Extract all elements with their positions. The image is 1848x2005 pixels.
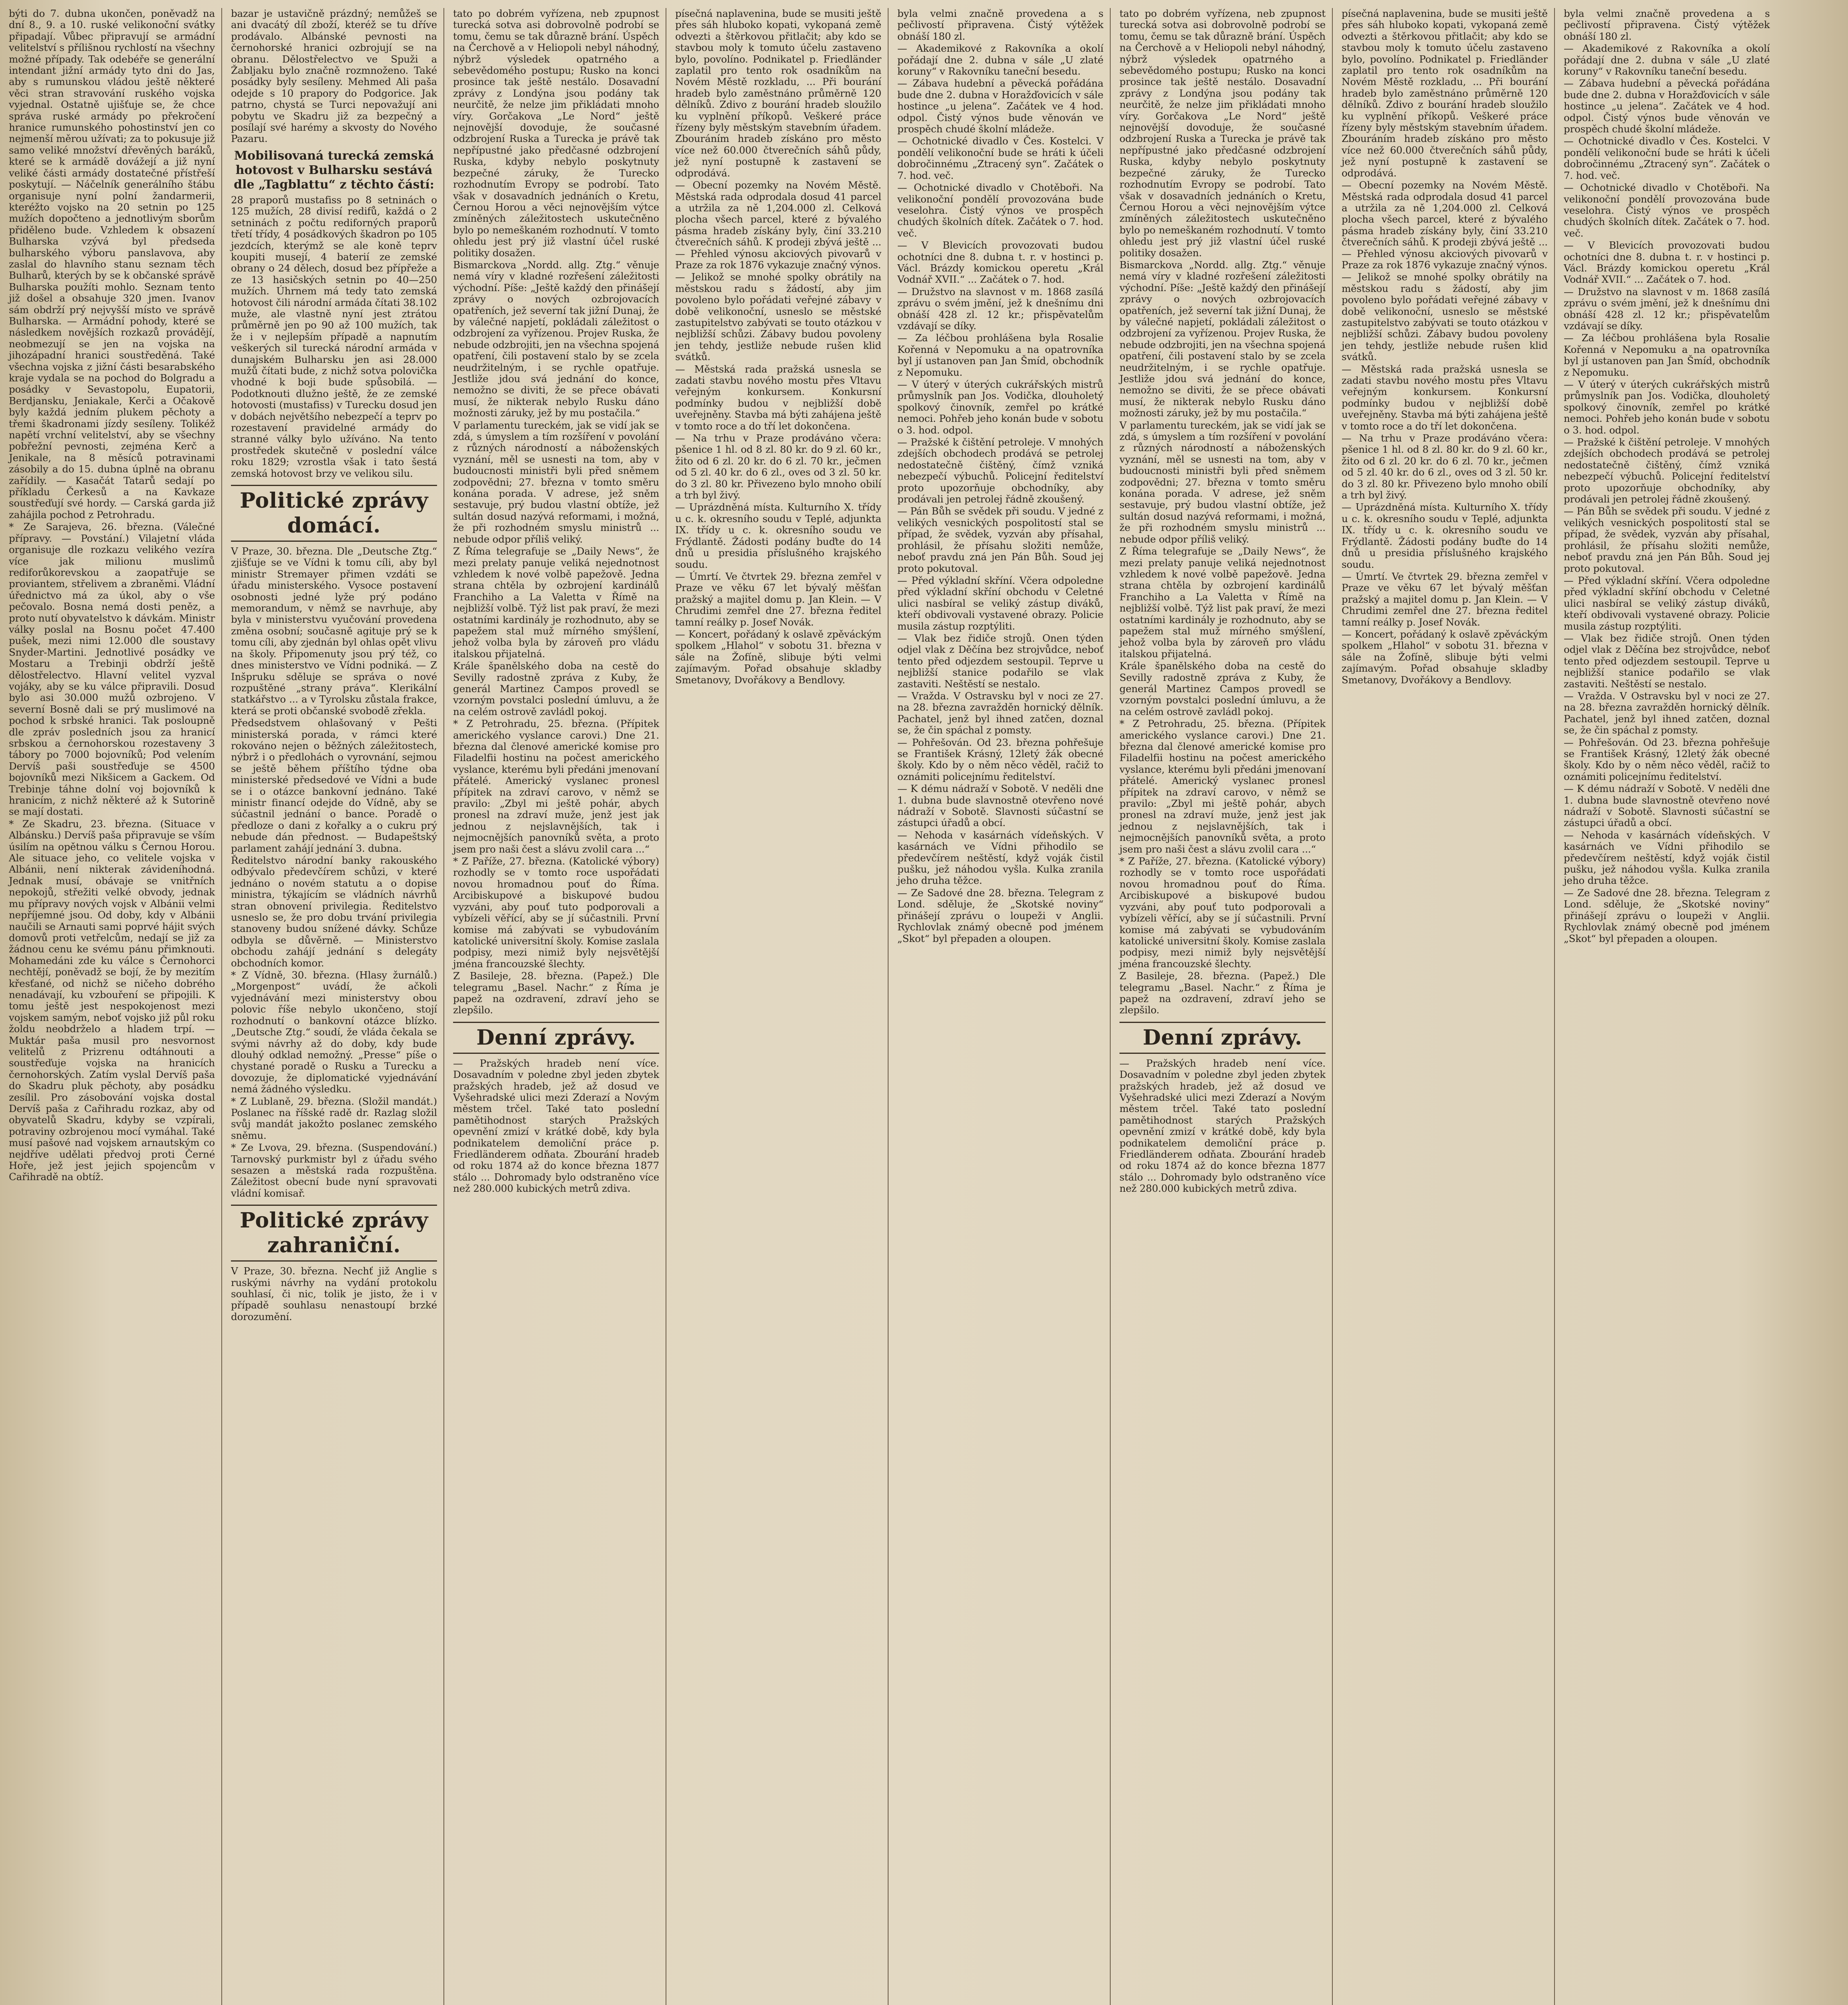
section-heading: Politické zprávy zahraniční.: [231, 1205, 437, 1262]
article-paragraph: Předsedstvem ohlašovaný v Pešti ministerská porada, v rámci které rokováno nejen o běžných záležitostech, nýbrž i o předlohách o vyrovnání, sejmou se ještě během příštího týdne oba ministerské předsedové ve Vídni a bude se i o otázce bankovní jednáno. Také ministr financí odejde do Vídně, aby se súčastnil jednání o bance. Poradě o předloze o dani z kořalky a o cukru prý nebude dán přednost. — Budapeštský parlament zahájí jednání 3. dubna.: [231, 717, 437, 854]
article-paragraph: — Koncert, pořádaný k oslavě zpěváckým spolkem „Hlahol“ v sobotu 31. března v sále na Žofíně, slibuje býti velmi zajímavým. Pořad obsahuje skladby Smetanovy, Dvořákovy a Bendlovy.: [1342, 628, 1548, 686]
article-paragraph: — Ochotnické divadlo v Chotěboři. Na velikonoční pondělí provozována bude veselohra. Čistý výnos ve prospěch chudých školních dítek. Začátek o 7. hod. več.: [1564, 182, 1770, 239]
article-paragraph: Z Basileje, 28. března. (Papež.) Dle telegramu „Basel. Nachr.“ z Říma je papež na ozdravení, zdraví jeho se zlepšilo.: [453, 970, 659, 1016]
article-paragraph: — Pražské k čištění petroleje. V mnohých zdejších obchodech prodává se petrolej nedostatečně čištěný, čímž vzniká nebezpečí výbuchů. Policejní ředitelství proto upozorňuje obchodníky, aby prodávali jen petrolej řádně zkoušený.: [897, 436, 1103, 505]
article-paragraph: * Z Paříže, 27. března. (Katolické výbory) rozhodly se v tomto roce uspořádati novou hromadnou pouť do Říma. Arcibiskupové a biskupové budou vyzváni, aby pouť tuto podporovali a vybízeli věřící, aby se jí súčastnili. První komise má zabývati se vybudováním katolické universitní školy. Komise zaslala podpisy, mezi nimiž byly nejsvětější jména francouzské šlechty.: [1119, 855, 1326, 970]
article-paragraph: — Pán Bůh se svědek při soudu. V jedné z velikých vesnických pospolitostí stal se případ, že svědek, vyzván aby přísahal, prohlásil, že přísahu složiti nemůže, neboť pravdu zná jen Pán Bůh. Soud jej proto pokutoval.: [897, 505, 1103, 574]
article-paragraph: — Vlak bez řidiče strojů. Onen týden odjel vlak z Děčína bez strojvůdce, neboť tento před odjezdem sestoupil. Teprve u nejbližší stanice podařilo se vlak zastaviti. Neštěstí se nestalo.: [897, 632, 1103, 690]
article-paragraph: byla velmi značně provedena a s pečlivostí připravena. Čistý výtěžek obnáší 180 zl.: [1564, 8, 1770, 42]
article-paragraph: tato po dobrém vyřízena, neb zpupnost turecká sotva asi dobrovolně podrobí se tomu, čemu se tak důrazně brání. Úspěch na Čerchově a v Heliopoli nebyl náhodný, nýbrž výsledek opatrného a sebevědomého postupu; Rusko na konci prosince tak ještě nestálo. Dosavadní zprávy z Londýna jsou podány tak neurčitě, že nelze jim přikládati mnoho víry. Gorčakova „Le Nord“ ještě nejnovější dovoduje, že současné odzbrojení Ruska a Turecka je právě tak nepřípustné jako předčasné odzbrojení Ruska, kdyby nebylo poskytnuty bezpečné záruky, že Turecko rozhodnutím Evropy se podrobí. Tato však v dosavadních jednáních o Kretu, Černou Horou a věci nejnovějším výtce zmíněných záležitostech uskutečněno bylo po nemeškaném rozhodnutí. V tomto ohledu jest prý již vlastní účel ruské politiky dosažen.: [1119, 8, 1326, 259]
column-rule: [443, 8, 444, 2005]
article-paragraph: — Na trhu v Praze prodáváno včera: pšenice 1 hl. od 8 zl. 80 kr. do 9 zl. 60 kr., žito od 6 zl. 20 kr. do 6 zl. 70 kr., ječmen od 5 zl. 40 kr. do 6 zl., oves od 3 zl. 50 kr. do 3 zl. 80 kr. Přivezeno bylo mnoho obilí a trh byl živý.: [675, 432, 881, 501]
article-paragraph: — Uprázdněná místa. Kulturního X. třídy u c. k. okresního soudu v Teplé, adjunkta IX. třídy u c. k. okresního soudu ve Frýdlantě. Žádosti podány buďte do 14 dnů u presidia příslušného krajského soudu.: [675, 501, 881, 570]
article-paragraph: písečná naplavenina, bude se musiti ještě přes sáh hluboko kopati, vykopaná země odvezti a štěrkovou přitlačit; aby kdo se stavbou moly k tomuto účelu zastaveno bylo, povolíno. Podnikatel p. Friedländer zaplatil pro tento rok osadníkům na Novém Městě rozkladu, ... Při bourání hradeb bylo zaměstnáno průměrně 120 dělníků. Zdivo z bourání hradeb sloužilo ku vyplnění příkopů. Veškeré práce řízeny byly městským stavebním úřadem. Zbouráním hradeb získáno pro město více než 60.000 čtverečních sáhů půdy, jež nyní postupně k zastavení se odprodává.: [1342, 8, 1548, 179]
column-1: [6, 8, 218, 2005]
article-paragraph: * Ze Lvova, 29. března. (Suspendování.) Tarnovský purkmistr byl z úřadu svého sesazen a městská rada rozpuštěna. Záležitost obecní bude nyní spravovati vládní komisař.: [231, 1142, 437, 1199]
article-paragraph: — Pohřešován. Od 23. března pohřešuje se František Krásný, 12letý žák obecné školy. Kdo by o něm něco věděl, račiž to oznámiti policejnímu ředitelství.: [1564, 736, 1770, 782]
article-paragraph: — Ochotnické divadlo v Chotěboři. Na velikonoční pondělí provozována bude veselohra. Čistý výnos ve prospěch chudých školních dítek. Začátek o 7. hod. več.: [897, 182, 1103, 239]
section-heading: Politické zprávy domácí.: [231, 485, 437, 542]
article-paragraph: písečná naplavenina, bude se musiti ještě přes sáh hluboko kopati, vykopaná země odvezti a štěrkovou přitlačit; aby kdo se stavbou moly k tomuto účelu zastaveno bylo, povolíno. Podnikatel p. Friedländer zaplatil pro tento rok osadníkům na Novém Městě rozkladu, ... Při bourání hradeb bylo zaměstnáno průměrně 120 dělníků. Zdivo z bourání hradeb sloužilo ku vyplnění příkopů. Veškeré práce řízeny byly městským stavebním úřadem. Zbouráním hradeb získáno pro město více než 60.000 čtverečních sáhů půdy, jež nyní postupně k zastavení se odprodává.: [675, 8, 881, 179]
article-paragraph: Z Říma telegrafuje se „Daily News“, že mezi prelaty panuje veliká nejednotnost vzhledem k nové volbě papežově. Jedna strana chtěla by ozbrojení kardinálů Franchiho a La Valetta v Římě na nejbližší volbě. Týž list pak praví, že mezi ostatními kardinály je rozhodnuto, aby se papežem stal muž mírného smýšlení, jehož volba byla by zároveň pro vládu italskou přijatelná.: [453, 545, 659, 660]
section-heading: Denní zprávy.: [1119, 1022, 1326, 1054]
article-paragraph: Krále španělského doba na cestě do Sevilly radostně zpráva z Kuby, že generál Martinez Campos provedl se vzorným povstalci poslední úmluvu, a že na celém ostrově zavládl pokoj.: [1119, 660, 1326, 717]
article-paragraph: — Obecní pozemky na Novém Městě. Městská rada odprodala dosud 41 parcel a utržila za ně 1,204.000 zl. Celková plocha všech parcel, které z bývalého pásma hradeb získány byly, činí 33.210 čtverečních sáhů. K prodeji zbývá ještě ... — Přehled výnosu akciových pivovarů v Praze za rok 1876 vykazuje značný výnos.: [675, 179, 881, 271]
article-paragraph: — Městská rada pražská usnesla se zadati stavbu nového mostu přes Vltavu veřejným konkursem. Konkursní podmínky budou v nejbližší době uveřejněny. Stavba má býti zahájena ještě v tomto roce a do tří let dokončena.: [1342, 363, 1548, 432]
article-paragraph: Bismarckova „Nordd. allg. Ztg.“ věnuje nemá víry v kladné rozřešení záležitosti východní. Píše: „Ještě každý den přinášejí zprávy o nových ozbrojovacích opatřeních, jež severní tak jižní Dunaj, že by válečné napjetí, pokládali záležitost o odzbrojení za vyřízenou. Projev Ruska, že nebude odzbrojiti, jen na všechna spojená opatření, čili postavení stalo by se zcela neudržitelným, i se rychle opatřuje. Jestliže jdou svá jednání do konce, nemožno se diviti, že se přece obávati musí, že nikterak nebylo Rusku dáno možnosti záruky, jež by mu postačila.“: [1119, 259, 1326, 419]
article-paragraph: — Vlak bez řidiče strojů. Onen týden odjel vlak z Děčína bez strojvůdce, neboť tento před odjezdem sestoupil. Teprve u nejbližší stanice podařilo se vlak zastaviti. Neštěstí se nestalo.: [1564, 632, 1770, 690]
article-paragraph: — Za léčbou prohlášena byla Rosalie Kořenná v Nepomuku a na opatrovníka byl jí ustanoven pan Jan Šmíd, obchodník z Nepomuku.: [897, 332, 1103, 378]
article-paragraph: — Před výkladní skříní. Včera odpoledne před výkladní skříní obchodu v Celetné ulici nasbíral se veliký zástup diváků, kteří obdivovali vystavené obrazy. Policie musila zástup rozptýliti.: [1564, 574, 1770, 632]
article-paragraph: * Z Petrohradu, 25. března. (Přípitek amerického vyslance carovi.) Dne 21. března dal členové americké komise pro Filadelfii hostinu na počest amerického vyslance, kterému byli předáni jmenovaní přátelé. Americký vyslanec pronesl přípitek na zdraví carovo, v němž se pravilo: „Zbyl mi ještě pohár, abych pronesl na zdraví muže, jenž jest jak jednou z nejslavnějších, tak i nejmocnějších panovníků světa, a proto jsem pro naši čest a slávu zvolil cara ...“: [453, 718, 659, 855]
article-paragraph: — Vražda. V Ostravsku byl v noci ze 27. na 28. března zavražděn hornický dělník. Pachatel, jenž byl ihned zatčen, doznal se, že čin spáchal z pomsty.: [1564, 690, 1770, 736]
article-paragraph: — Pražské k čištění petroleje. V mnohých zdejších obchodech prodává se petrolej nedostatečně čištěný, čímž vzniká nebezpečí výbuchů. Policejní ředitelství proto upozorňuje obchodníky, aby prodávali jen petrolej řádně zkoušený.: [1564, 436, 1770, 505]
article-paragraph: 28 praporů mustafiss po 8 setninách o 125 mužích, 28 divisí redifů, každá o 2 setninách z počtu rediforných praporů třetí třídy, 4 posádkových škadron po 105 jezdcích, kterýmž se ale koně teprv koupiti musejí, 4 baterií ze zemské obrany o 24 dělech, dosud bez přípřeže a ze 13 hasičských setnin po 40—250 mužích. Úhrnem má tedy tato zemská hotovost čili národní armáda čítati 38.102 muže, ale vlastně nyní jest ztrátou průměrně jen po 90 až 100 mužích, tak že i v nejlepším případě a napnutím veškerých sil turecká národní armáda v dunajském Bulharsku jen asi 28.000 mužů čítati bude, z nichž sotva polovička vhodné k boji bude spůsobilá. — Podotknouti dlužno ještě, že ze zemské hotovosti (mustafiss) v Turecku dosud jen v dobách největšího nebezpečí a teprv po rozestavení pravidelné armády do stranné války bylo užíváno. Na tento prostředek skutečně v poslední válce roku 1829; vzrostla však i tato šestá zemská hotovost brzy ve velikou silu.: [231, 194, 437, 479]
article-paragraph: — Zábava hudební a pěvecká pořádána bude dne 2. dubna v Horažďovicích v sále hostince „u jelena“. Začátek ve 4 hod. odpol. Čistý výnos bude věnován ve prospěch chudé školní mládeže.: [897, 77, 1103, 135]
article-paragraph: — Nehoda v kasárnách vídeňských. V kasárnách ve Vídni přihodilo se předevčírem neštěstí, když voják čistil pušku, jež náhodou vyšla. Kulka zranila jeho druha těžce.: [1564, 829, 1770, 887]
article-paragraph: — Nehoda v kasárnách vídeňských. V kasárnách ve Vídni přihodilo se předevčírem neštěstí, když voják čistil pušku, jež náhodou vyšla. Kulka zranila jeho druha těžce.: [897, 829, 1103, 887]
article-paragraph: — Koncert, pořádaný k oslavě zpěváckým spolkem „Hlahol“ v sobotu 31. března v sále na Žofíně, slibuje býti velmi zajímavým. Pořad obsahuje skladby Smetanovy, Dvořákovy a Bendlovy.: [675, 628, 881, 686]
column-6: [1116, 8, 1329, 2005]
article-paragraph: — V úterý v úterých cukrářských mistrů průmyslník pan Jos. Vodička, dlouholetý spolkový činovník, zemřel po krátké nemoci. Pohřeb jeho konán bude v sobotu o 3. hod. odpol.: [897, 379, 1103, 436]
article-paragraph: byla velmi značně provedena a s pečlivostí připravena. Čistý výtěžek obnáší 180 zl.: [897, 8, 1103, 42]
article-paragraph: — Obecní pozemky na Novém Městě. Městská rada odprodala dosud 41 parcel a utržila za ně 1,204.000 zl. Celková plocha všech parcel, které z bývalého pásma hradeb získány byly, činí 33.210 čtverečních sáhů. K prodeji zbývá ještě ... — Přehled výnosu akciových pivovarů v Praze za rok 1876 vykazuje značný výnos.: [1342, 179, 1548, 271]
article-paragraph: — Pán Bůh se svědek při soudu. V jedné z velikých vesnických pospolitostí stal se případ, že svědek, vyzván aby přísahal, prohlásil, že přísahu složiti nemůže, neboť pravdu zná jen Pán Bůh. Soud jej proto pokutoval.: [1564, 505, 1770, 574]
article-paragraph: — Úmrtí. Ve čtvrtek 29. března zemřel v Praze ve věku 67 let bývalý měšťan pražský a majitel domu p. Jan Klein. — V Chrudimi zemřel dne 27. března ředitel tamní reálky p. Josef Novák.: [1342, 570, 1548, 628]
column-rule: [888, 8, 889, 2005]
article-paragraph: Ředitelstvo národní banky rakouského odbývalo předevčírem schůzi, v které jednáno o novém statutu a o dopise ministra, týkajícím se vládních návrhů stran obnovení privilegia. Ředitelstvo usneslo se, že pro dobu trvání privilegia stanoveny budou snížené dávky. Schůze odbyla se důvěrně. — Ministerstvo obchodu zahájí jednání s delegáty obchodních komor.: [231, 855, 437, 969]
article-paragraph: * Z Paříže, 27. března. (Katolické výbory) rozhodly se v tomto roce uspořádati novou hromadnou pouť do Říma. Arcibiskupové a biskupové budou vyzváni, aby pouť tuto podporovali a vybízeli věřící, aby se jí súčastnili. První komise má zabývati se vybudováním katolické universitní školy. Komise zaslala podpisy, mezi nimiž byly nejsvětější jména francouzské šlechty.: [453, 855, 659, 970]
article-paragraph: — K dému nádraží v Sobotě. V neděli dne 1. dubna bude slavnostně otevřeno nové nádraží v Sobotě. Slavnosti súčastní se zástupci úřadů a obcí.: [897, 783, 1103, 829]
column-rule: [1554, 8, 1555, 2005]
article-paragraph: — V Blevicích provozovati budou ochotníci dne 8. dubna t. r. v hostinci p. Václ. Brázdy komickou operetu „Král Vodnář XVII.“ ... Začátek o 7. hod.: [1564, 239, 1770, 286]
article-paragraph: — V Blevicích provozovati budou ochotníci dne 8. dubna t. r. v hostinci p. Václ. Brázdy komickou operetu „Král Vodnář XVII.“ ... Začátek o 7. hod.: [897, 239, 1103, 286]
article-paragraph: bazar je ustavičně prázdný; nemůžeš se ani dvacátý díl zboží, kteréž se tu dříve prodávalo. Albánské pevnosti na černohorské hranici ozbrojují se na obranu. Dělostřelectvo ve Spuži a Žabljaku bylo značně rozmnoženo. Také posádky byly sesíleny. Mehmed Ali paša odejde s 10 prapory do Podgorice. Jak patrno, chystá se Turci nepovažují ani pobytu ve Skadru již za bezpečný a posílají své harémy a skvosty do Nového Pazaru.: [231, 8, 437, 145]
article-paragraph: — Družstvo na slavnost v m. 1868 zasílá zprávu o svém jmění, jež k dnešnímu dni obnáší 428 zl. 12 kr.; přispěvatelům vzdávají se díky.: [1564, 286, 1770, 332]
column-8: [1561, 8, 1773, 2005]
column-rule: [221, 8, 222, 2005]
article-paragraph: * Z Petrohradu, 25. března. (Přípitek amerického vyslance carovi.) Dne 21. března dal členové americké komise pro Filadelfii hostinu na počest amerického vyslance, kterému byli předáni jmenovaní přátelé. Americký vyslanec pronesl přípitek na zdraví carovo, v němž se pravilo: „Zbyl mi ještě pohár, abych pronesl na zdraví muže, jenž jest jak jednou z nejslavnějších, tak i nejmocnějších panovníků světa, a proto jsem pro naši čest a slávu zvolil cara ...“: [1119, 718, 1326, 855]
column-3: [450, 8, 662, 2005]
article-paragraph: V parlamentu tureckém, jak se vidí jak se zdá, s úmyslem a tím rozšíření v povolání z různých národností a náboženských vyznání, měl se usnesti na tom, aby v budoucnosti ministři byli před sněmem zodpovědni; 27. března v tomto směru konána porada. V adrese, jež sněm sestavuje, prý budou vlastní obtíže, jež sultán dosud nazývá reformami, i možná, že při rozhodném smyslu ministrů ... nebude odpor příliš veliký.: [453, 419, 659, 545]
article-paragraph: * Ze Skadru, 23. března. (Situace v Albánsku.) Dervíš paša připravuje se vším úsilím na opětnou válku s Černou Horou. Ale situace jeho, co velitele vojska v Albánii, není nikterak závideníhodná. Jednak musí, obávaje se vnitřních nepokojů, střežiti velké obvody, jednak mu přípravy nových vojsk v Albánii velmi nepříjemné jsou. Od doby, kdy v Albánii naučili se Arnauti sami poprvé hájit svých domovů proti vetřelcům, nedají se již za žádnou cenu ke svému pánu přimknouti. Mohamedáni zde ku válce s Černohorci nechtějí, poněvadž se bojí, že by mezitím křesťané, od nichž se ničeho dobrého nenadávají, ku vzbouření se připojili. K tomu ještě jest nespokojenost mezi vojskem samým, neboť vojsko již půl roku žoldu neobdrželo a hladem trpí. — Muktár paša musil pro nesvornost velitelů z Prizrenu odtáhnouti a soustřeďuje vojska na hranicích černohorských. Zatím vyslal Dervíš paša do Skadru pluk pěchoty, aby posádku zesílil. Pro zásobování vojska dostal Dervíš paša z Cařihradu rozkaz, aby od obyvatelů Skadru, kdyby se vzpírali, potraviny ozbrojenou mocí vymáhal. Také musí pašové nad vojskem arnautským co nejdříve udělati předvoj proti Černé Hoře, jež jest jejich spojencům v Cařihradě na obtíž.: [9, 818, 215, 1183]
article-paragraph: * Z Vídně, 30. března. (Hlasy žurnálů.) „Morgenpost“ uvádí, že ačkoli vyjednávání mezi ministerstvy obou polovic říše nebylo ukončeno, stojí rozhodnutí o bankovní otázce blízko. „Deutsche Ztg.“ soudí, že vláda čekala se svými návrhy až do doby, kdy bude dlouhý odklad nemožný. „Presse“ píše o chystané poradě o Rusku a Turecku a dovozuje, že diplomatické vyjednávání nemá žádného výsledku.: [231, 969, 437, 1095]
article-paragraph: býti do 7. dubna ukončen, poněvadž na dní 8., 9. a 10. ruské velikonoční svátky připadají. Vůbec připravují se armádní velitelství s přílišnou rychlostí na všechny možné případy. Tak odebéře se generální intendant jižní armády tyto dni do Jas, aby s rumunskou vládou ještě některé věci stran stravování ruského vojska vyjednal. Ostatně ujišťuje se, že chce správa ruské armády po překročení hranice rumunského pohostinství jen co nejmenší měrou užívati; za to pokusuje již samo veliké množství dřevěných baráků, které se k armádě dovážejí a již nyní veliké části armády dostatečné přístřeší poskytují. — Náčelník generálního štábu organisuje nyní polní žandarmerii, kteréžto vojsko na 20 setnin po 125 mužích dopočteno a jednotlivým sborům přiděleno bude. Vzhledem k obsazení Bulharska vzývá byl předseda bulharského výboru panslavova, aby zaslal do hlavního stanu seznam těch Bulharů, kterých by se k občanské správě Bulharska použíti mohlo. Seznam tento již došel a obsahuje 320 jmen. Ivanov sám obdrží prý nejvyšší místo ve správě Bulharska. — Armádní pohody, které se následkem novějších rozkazů provádějí, neobmezují se jen na vojska na jihozápadní hranici soustředěná. Také všechna vojska z jižní části besarabského kraje vydala se na pochod do Bolgradu a posádky v Sevastopolu, Eupatorii, Berdjansku, Jeniakale, Kerči a Očakově byly každá jedním plukem pěchoty a třemi škadronami jízdy sesíleny. Tolikéž napětí vrchní velitelství, aby se všechny pobřežní pevnosti, zejména Kerč a Jenikale, na 8 měsíců potravinami zásobily a do 15. dubna úplně na obranu zařídily. — Kasačát Tatarů sedají po příkladu Čerkesů a na Kavkaze soustřeďují své hordy. — Carská garda již zahájila pochod z Petrohradu.: [9, 8, 215, 520]
article-paragraph: V parlamentu tureckém, jak se vidí jak se zdá, s úmyslem a tím rozšíření v povolání z různých národností a náboženských vyznání, měl se usnesti na tom, aby v budoucnosti ministři byli před sněmem zodpovědni; 27. března v tomto směru konána porada. V adrese, jež sněm sestavuje, prý budou vlastní obtíže, jež sultán dosud nazývá reformami, i možná, že při rozhodném smyslu ministrů ... nebude odpor příliš veliký.: [1119, 419, 1326, 545]
article-paragraph: — Pražských hradeb není více. Dosavadním v poledne zbyl jeden zbytek pražských hradeb, jež až dosud ve Vyšehradské ulici mezi Zderazí a Novým městem trčel. Také tato poslední pamětihodnost starých Pražských opevnění zmizí v krátké době, kdy byla podnikatelem demoliční práce p. Friedländerem odňata. Zbourání hradeb od roku 1874 až do konce března 1877 stálo ... Dohromady bylo odstraněno více než 280.000 kubických metrů zdiva.: [1119, 1057, 1326, 1195]
article-paragraph: Bismarckova „Nordd. allg. Ztg.“ věnuje nemá víry v kladné rozřešení záležitosti východní. Píše: „Ještě každý den přinášejí zprávy o nových ozbrojovacích opatřeních, jež severní tak jižní Dunaj, že by válečné napjetí, pokládali záležitost o odzbrojení za vyřízenou. Projev Ruska, že nebude odzbrojiti, jen na všechna spojená opatření, čili postavení stalo by se zcela neudržitelným, i se rychle opatřuje. Jestliže jdou svá jednání do konce, nemožno se diviti, že se přece obávati musí, že nikterak nebylo Rusku dáno možnosti záruky, jež by mu postačila.“: [453, 259, 659, 419]
column-rule: [1332, 8, 1333, 2005]
article-paragraph: Krále španělského doba na cestě do Sevilly radostně zpráva z Kuby, že generál Martinez Campos provedl se vzorným povstalci poslední úmluvu, a že na celém ostrově zavládl pokoj.: [453, 660, 659, 717]
article-paragraph: tato po dobrém vyřízena, neb zpupnost turecká sotva asi dobrovolně podrobí se tomu, čemu se tak důrazně brání. Úspěch na Čerchově a v Heliopoli nebyl náhodný, nýbrž výsledek opatrného a sebevědomého postupu; Rusko na konci prosince tak ještě nestálo. Dosavadní zprávy z Londýna jsou podány tak neurčitě, že nelze jim přikládati mnoho víry. Gorčakova „Le Nord“ ještě nejnovější dovoduje, že současné odzbrojení Ruska a Turecka je právě tak nepřípustné jako předčasné odzbrojení Ruska, kdyby nebylo poskytnuty bezpečné záruky, že Turecko rozhodnutím Evropy se podrobí. Tato však v dosavadních jednáních o Kretu, Černou Horou a věci nejnovějším výtce zmíněných záležitostech uskutečněno bylo po nemeškaném rozhodnutí. V tomto ohledu jest prý již vlastní účel ruské politiky dosažen.: [453, 8, 659, 259]
column-5: [894, 8, 1107, 2005]
article-paragraph: — Pohřešován. Od 23. března pohřešuje se František Krásný, 12letý žák obecné školy. Kdo by o něm něco věděl, račiž to oznámiti policejnímu ředitelství.: [897, 736, 1103, 782]
article-paragraph: — Ze Sadové dne 28. března. Telegram z Lond. sděluje, že „Skotské noviny“ přinášejí zprávu o loupeži v Anglii. Rychlovlak známý obecně pod jménem „Skot“ byl přepaden a oloupen.: [897, 887, 1103, 944]
article-paragraph: Z Říma telegrafuje se „Daily News“, že mezi prelaty panuje veliká nejednotnost vzhledem k nové volbě papežově. Jedna strana chtěla by ozbrojení kardinálů Franchiho a La Valetta v Římě na nejbližší volbě. Týž list pak praví, že mezi ostatními kardinály je rozhodnuto, aby se papežem stal muž mírného smýšlení, jehož volba byla by zároveň pro vládu italskou přijatelná.: [1119, 545, 1326, 660]
article-paragraph: — V úterý v úterých cukrářských mistrů průmyslník pan Jos. Vodička, dlouholetý spolkový činovník, zemřel po krátké nemoci. Pohřeb jeho konán bude v sobotu o 3. hod. odpol.: [1564, 379, 1770, 436]
article-paragraph: — Uprázdněná místa. Kulturního X. třídy u c. k. okresního soudu v Teplé, adjunkta IX. třídy u c. k. okresního soudu ve Frýdlantě. Žádosti podány buďte do 14 dnů u presidia příslušného krajského soudu.: [1342, 501, 1548, 570]
article-subheading: Mobilisovaná turecká zemská hotovost v Bulharsku sestává dle „Tagblattu“ z těchto částí:: [234, 148, 434, 192]
article-paragraph: V Praze, 30. března. Nechť již Anglie s ruskými návrhy na vydání protokolu souhlasí, či nic, tolik je jisto, že i v případě souhlasu nenastoupí brzké dorozumění.: [231, 1265, 437, 1322]
article-paragraph: — Před výkladní skříní. Včera odpoledne před výkladní skříní obchodu v Celetné ulici nasbíral se veliký zástup diváků, kteří obdivovali vystavené obrazy. Policie musila zástup rozptýliti.: [897, 574, 1103, 632]
article-paragraph: — Pražských hradeb není více. Dosavadním v poledne zbyl jeden zbytek pražských hradeb, jež až dosud ve Vyšehradské ulici mezi Zderazí a Novým městem trčel. Také tato poslední pamětihodnost starých Pražských opevnění zmizí v krátké době, kdy byla podnikatelem demoliční práce p. Friedländerem odňata. Zbourání hradeb od roku 1874 až do konce března 1877 stálo ... Dohromady bylo odstraněno více než 280.000 kubických metrů zdiva.: [453, 1057, 659, 1195]
article-paragraph: — Zábava hudební a pěvecká pořádána bude dne 2. dubna v Horažďovicích v sále hostince „u jelena“. Začátek ve 4 hod. odpol. Čistý výnos bude věnován ve prospěch chudé školní mládeže.: [1564, 77, 1770, 135]
article-paragraph: — Ochotnické divadlo v Čes. Kostelci. V pondělí velikonoční bude se hráti k účeli dobročinnému „Ztracený syn“. Začátek o 7. hod. več.: [897, 135, 1103, 181]
article-paragraph: — Městská rada pražská usnesla se zadati stavbu nového mostu přes Vltavu veřejným konkursem. Konkursní podmínky budou v nejbližší době uveřejněny. Stavba má býti zahájena ještě v tomto roce a do tří let dokončena.: [675, 363, 881, 432]
article-paragraph: — Vražda. V Ostravsku byl v noci ze 27. na 28. března zavražděn hornický dělník. Pachatel, jenž byl ihned zatčen, doznal se, že čin spáchal z pomsty.: [897, 690, 1103, 736]
column-4: [672, 8, 885, 2005]
article-paragraph: * Ze Sarajeva, 26. března. (Válečné přípravy. — Povstání.) Vilajetní vláda organisuje dle rozkazu velikého vezíra více jak milionu muslimů rediforůkorevskou a zaopatřuje se proviantem, střelivem a zbraněmi. Vládní úřednictvo má za úkol, aby o vše pečovalo. Bosna nemá dosti peněz, a proto nutí obyvatelstvo k dávkám. Ministr války poslal na Bosnu počet 47.400 pušek, mezi nimi 12.000 dle soustavy Snyder-Martini. Jednotlivé posádky ve Mostaru a Trebinji obdrží ještě dělostřelectvo. Hlavní velitel vyzval vojáky, aby se ku válce připravili. Dosud bylo asi 30.000 mužů ozbrojeno. V severní Bosně dali se prý muslimové na pochod k srbské hranici. Tak posloupně dle zpráv posledních jsou za hranicí srbskou a černohorskou rozestaveny 3 tábory po 7000 bojovníků; Pod velením Dervíš paši soustřeďuje se 4500 bojovníků mezi Nikšicem a Gackem. Od Trebinje táhne dolní voj bojovníků k hranicím, z nichž některé až k Sutorině se mají dostati.: [9, 521, 215, 818]
article-paragraph: — Družstvo na slavnost v m. 1868 zasílá zprávu o svém jmění, jež k dnešnímu dni obnáší 428 zl. 12 kr.; přispěvatelům vzdávají se díky.: [897, 286, 1103, 332]
section-heading: Denní zprávy.: [453, 1022, 659, 1054]
article-paragraph: — Ochotnické divadlo v Čes. Kostelci. V pondělí velikonoční bude se hráti k účeli dobročinnému „Ztracený syn“. Začátek o 7. hod. več.: [1564, 135, 1770, 181]
article-paragraph: V Praze, 30. března. Dle „Deutsche Ztg.“ zjišťuje se ve Vídni k tomu cíli, aby byl ministr Stremayer přimen vzdáti se úřadu ministerského. Vysoce postavení osobnosti jedné lyže prý podáno memorandum, v němž se navrhuje, aby byla v ministerstvu vyučování provedena změna osobní; současně agituje prý se k tomu cíli, aby zjednán byl ohlas opět vlivu na školy. Připomenuty jsou prý též, co dnes ministerstvo ve Vídni podniká. — Z Inšpruku sděluje se správa o nové rozpuštěné „strany práva“. Klerikální statkářstvo ... a v Tyrolsku zůstala frakce, která se proti občanské svobodě zřekla.: [231, 545, 437, 717]
article-paragraph: — Na trhu v Praze prodáváno včera: pšenice 1 hl. od 8 zl. 80 kr. do 9 zl. 60 kr., žito od 6 zl. 20 kr. do 6 zl. 70 kr., ječmen od 5 zl. 40 kr. do 6 zl., oves od 3 zl. 50 kr. do 3 zl. 80 kr. Přivezeno bylo mnoho obilí a trh byl živý.: [1342, 432, 1548, 501]
article-paragraph: — Akademikové z Rakovníka a okolí pořádají dne 2. dubna v sále „U zlaté koruny“ v Rakovníku taneční besedu.: [897, 43, 1103, 77]
column-7: [1338, 8, 1551, 2005]
article-paragraph: — Jelikož se mnohé spolky obrátily na městskou radu s žádostí, aby jim povoleno bylo pořádati veřejné zábavy v době velikonoční, usneslo se městské zastupitelstvo zabývati se touto otázkou v nejbližší schůzi. Zábavy budou povoleny jen tehdy, jestliže nebude rušen klid svátků.: [1342, 271, 1548, 363]
article-paragraph: — K dému nádraží v Sobotě. V neděli dne 1. dubna bude slavnostně otevřeno nové nádraží v Sobotě. Slavnosti súčastní se zástupci úřadů a obcí.: [1564, 783, 1770, 829]
article-paragraph: — Úmrtí. Ve čtvrtek 29. března zemřel v Praze ve věku 67 let bývalý měšťan pražský a majitel domu p. Jan Klein. — V Chrudimi zemřel dne 27. března ředitel tamní reálky p. Josef Novák.: [675, 570, 881, 628]
column-rule: [1110, 8, 1111, 2005]
article-paragraph: — Za léčbou prohlášena byla Rosalie Kořenná v Nepomuku a na opatrovníka byl jí ustanoven pan Jan Šmíd, obchodník z Nepomuku.: [1564, 332, 1770, 378]
article-paragraph: Z Basileje, 28. března. (Papež.) Dle telegramu „Basel. Nachr.“ z Říma je papež na ozdravení, zdraví jeho se zlepšilo.: [1119, 970, 1326, 1016]
article-paragraph: — Ze Sadové dne 28. března. Telegram z Lond. sděluje, že „Skotské noviny“ přinášejí zprávu o loupeži v Anglii. Rychlovlak známý obecně pod jménem „Skot“ byl přepaden a oloupen.: [1564, 887, 1770, 944]
column-2: [228, 8, 440, 2005]
article-paragraph: * Z Lublaně, 29. března. (Složil mandát.) Poslanec na říšské radě dr. Razlag složil svůj mandát jakožto poslanec zemského sněmu.: [231, 1095, 437, 1141]
article-paragraph: — Akademikové z Rakovníka a okolí pořádají dne 2. dubna v sále „U zlaté koruny“ v Rakovníku taneční besedu.: [1564, 43, 1770, 77]
article-paragraph: — Jelikož se mnohé spolky obrátily na městskou radu s žádostí, aby jim povoleno bylo pořádati veřejné zábavy v době velikonoční, usneslo se městské zastupitelstvo zabývati se touto otázkou v nejbližší schůzi. Zábavy budou povoleny jen tehdy, jestliže nebude rušen klid svátků.: [675, 271, 881, 363]
